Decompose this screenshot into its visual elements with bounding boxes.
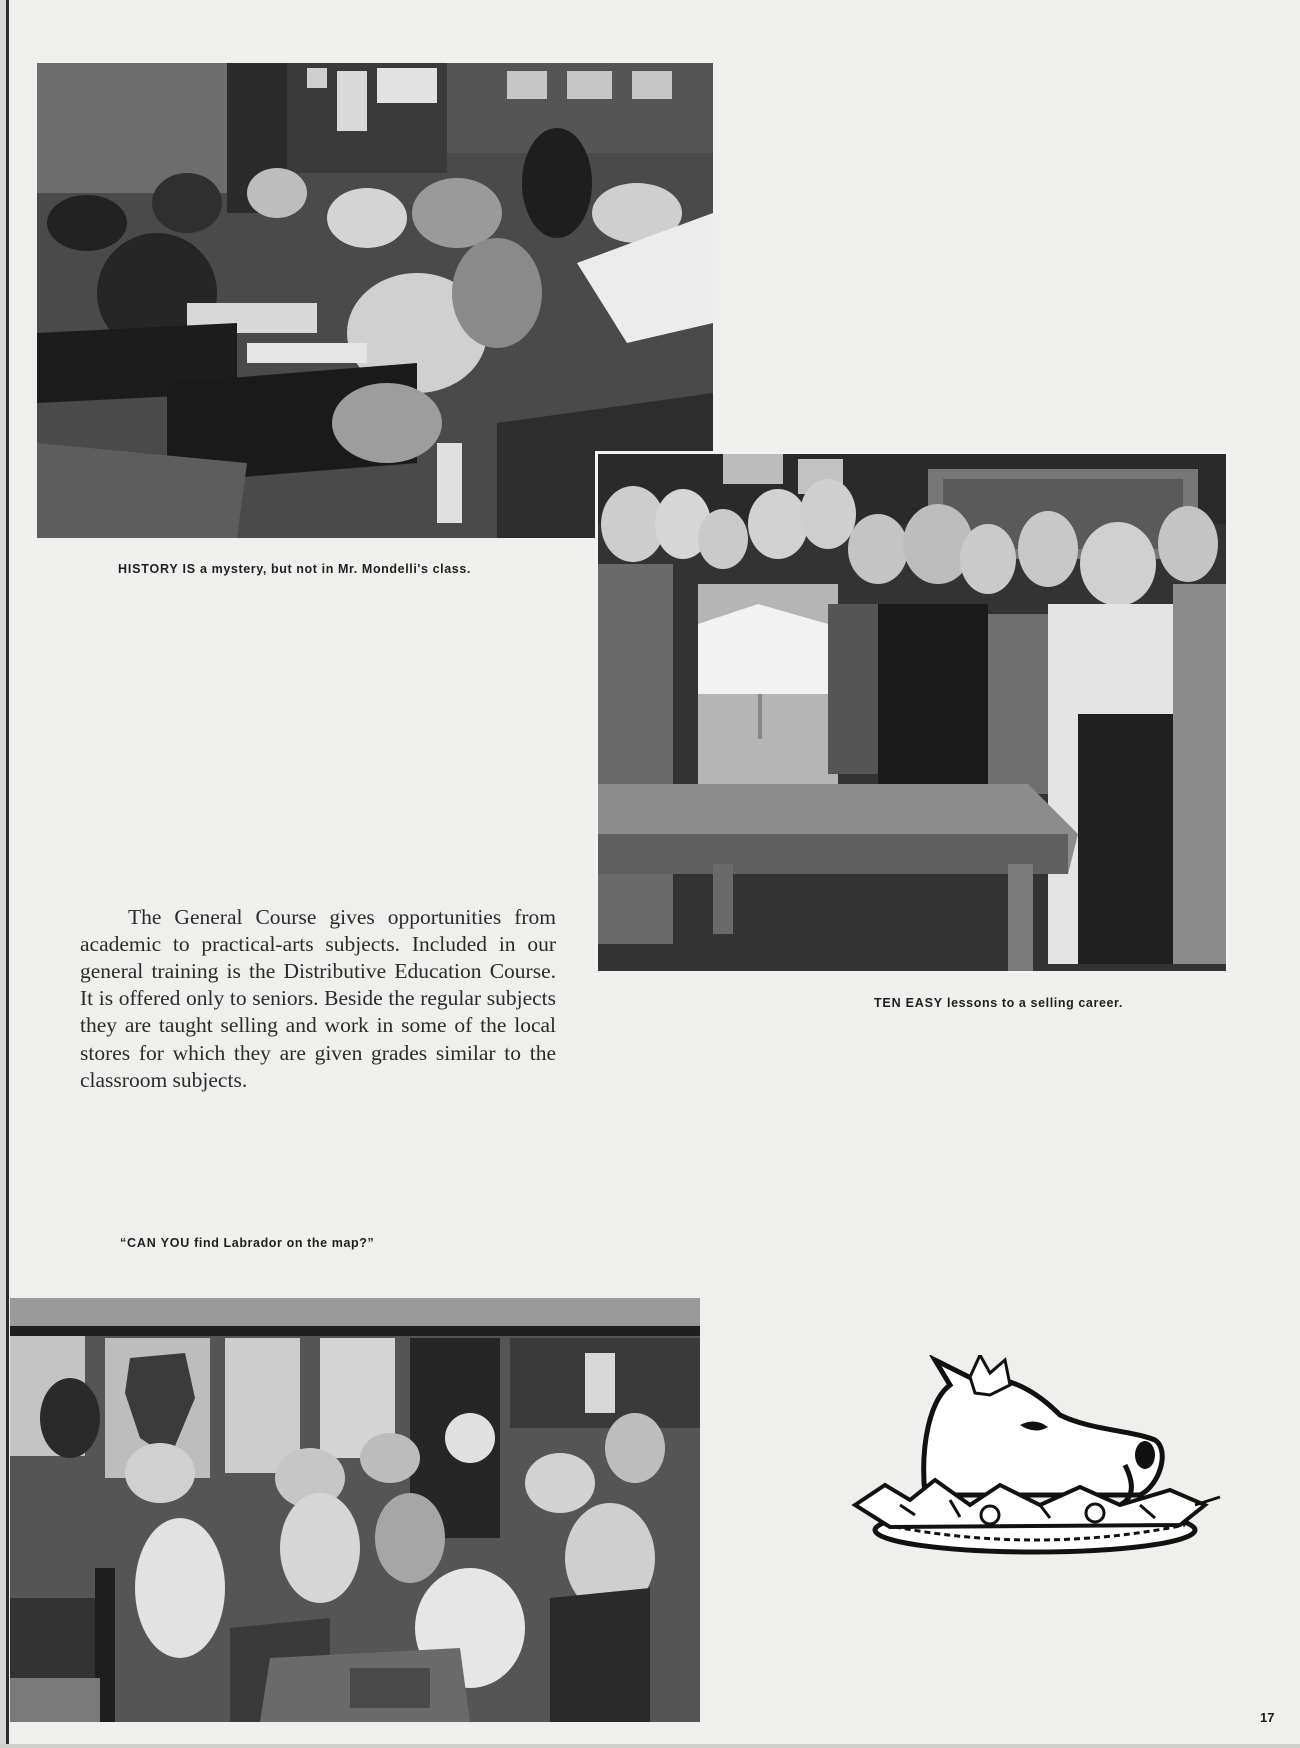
caption-map [120,1236,374,1250]
photo-selling-class [595,451,1229,974]
caption-selling-text: lessons to a selling career. [942,996,1123,1010]
photo-map-classroom [10,1298,700,1722]
page-binding-edge [6,0,9,1748]
caption-selling-lead: TEN EASY [874,996,943,1010]
caption-history-lead: HISTORY IS [118,562,196,576]
caption-selling [874,996,1123,1010]
map-classroom-image [10,1298,700,1722]
caption-history-text: a mystery, but not in Mr. Mondelli's class. [195,562,471,576]
boars-head-drawing [840,1355,1230,1570]
body-paragraph: The General Course gives opportunities from academic to practical-arts subjects. Included in our general training is the Distributive Education Course. It is offered only to seniors. Beside the regular subjects they are taught selling and work in some of the local stores for which they are given grades similar to the classroom subjects. [80,904,556,1092]
selling-class-image [598,454,1226,971]
boars-head-illustration [840,1355,1230,1570]
caption-history [118,562,471,576]
caption-map-lead: “CAN YOU [120,1236,191,1250]
page-bottom-edge [0,1744,1300,1748]
page-number: 17 [1260,1710,1275,1725]
caption-map-text: find Labrador on the map?” [190,1236,375,1250]
